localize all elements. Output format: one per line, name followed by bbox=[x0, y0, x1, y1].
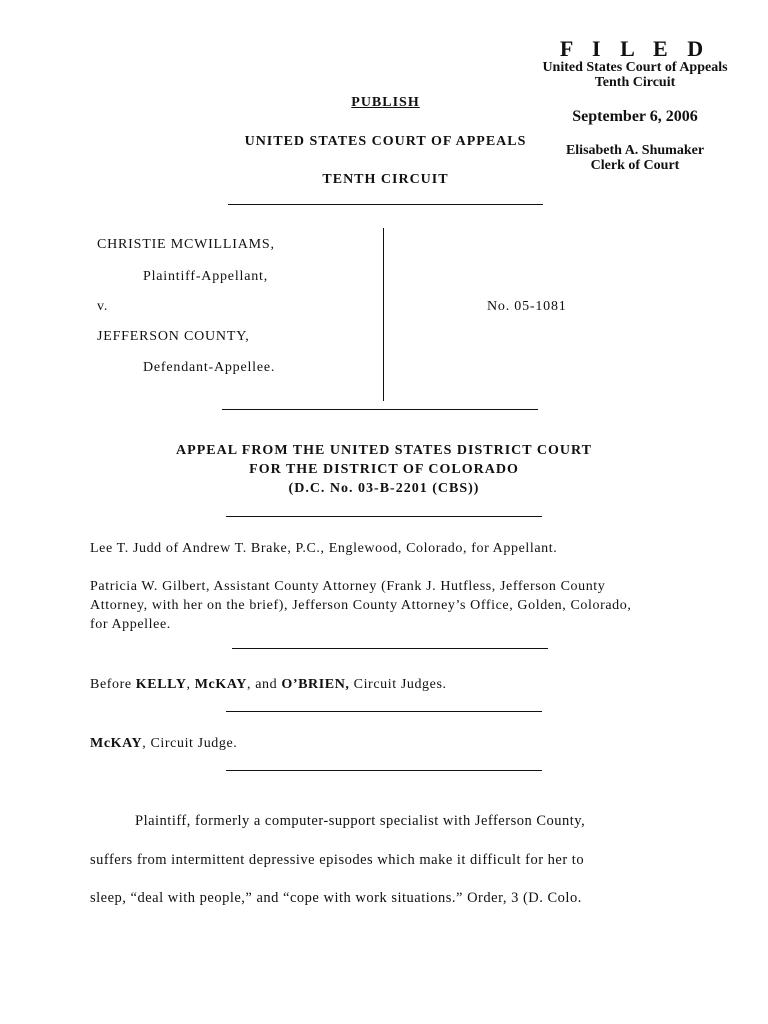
court-name: UNITED STATES COURT OF APPEALS bbox=[244, 134, 527, 149]
publish-label: PUBLISH bbox=[351, 95, 420, 110]
filed-date: September 6, 2006 bbox=[572, 108, 698, 125]
plaintiff-name: CHRISTIE MCWILLIAMS, bbox=[97, 237, 275, 252]
author-line bbox=[90, 734, 670, 753]
appeal-rule bbox=[226, 516, 542, 517]
author-rule bbox=[226, 770, 542, 771]
appeal-heading bbox=[120, 441, 648, 498]
filed-heading: F I L E D bbox=[559, 36, 711, 61]
appellee-counsel: Patricia W. Gilbert, Assistant County Attorney (Frank J. Hutfless, Jefferson County Attorney, with her on the brief), Jefferson County Attorney’s Office, Golden, Colorado, for Appellee. bbox=[90, 579, 632, 632]
defendant-role: Defendant-Appellee. bbox=[143, 360, 276, 375]
plaintiff-role: Plaintiff-Appellant, bbox=[143, 269, 268, 284]
panel-rule bbox=[226, 711, 542, 712]
opinion-line-1: Plaintiff, formerly a computer-support specialist with Jefferson County, bbox=[135, 813, 586, 829]
case-number: No. 05-1081 bbox=[487, 299, 567, 314]
appeal-line-3: (D.C. No. 03-B-2201 (CBS)) bbox=[288, 481, 480, 496]
panel-sep-2: , and bbox=[247, 677, 282, 692]
panel-before: Before bbox=[90, 677, 136, 692]
circuit-name: TENTH CIRCUIT bbox=[322, 172, 449, 187]
caption-divider bbox=[383, 228, 384, 401]
appellant-counsel: Lee T. Judd of Andrew T. Brake, P.C., Englewood, Colorado, for Appellant. bbox=[90, 541, 558, 556]
opinion-line-2: suffers from intermittent depressive episodes which make it difficult for her to bbox=[90, 851, 585, 868]
panel-suffix: Circuit Judges. bbox=[349, 677, 447, 692]
counsel-rule bbox=[232, 648, 548, 649]
header-rule bbox=[228, 204, 543, 205]
opinion-body bbox=[90, 802, 680, 918]
filed-court: United States Court of Appeals bbox=[542, 60, 728, 75]
judge-kelly: KELLY bbox=[135, 677, 187, 692]
versus-label: v. bbox=[97, 299, 109, 314]
appeal-line-2: FOR THE DISTRICT OF COLORADO bbox=[249, 462, 519, 477]
judge-obrien: O’BRIEN, bbox=[281, 677, 350, 692]
panel-line bbox=[90, 675, 670, 694]
opinion-line-3: sleep, “deal with people,” and “cope with work situations.” Order, 3 (D. Colo. bbox=[90, 890, 582, 906]
appeal-line-1: APPEAL FROM THE UNITED STATES DISTRICT COURT bbox=[176, 443, 592, 458]
author-title: , Circuit Judge. bbox=[142, 736, 238, 751]
judge-mckay: McKAY bbox=[194, 677, 247, 692]
author-name: McKAY bbox=[90, 736, 143, 751]
clerk-name: Elisabeth A. Shumaker bbox=[565, 143, 705, 158]
filed-circuit: Tenth Circuit bbox=[594, 75, 676, 90]
clerk-title: Clerk of Court bbox=[590, 158, 680, 173]
filed-stamp bbox=[520, 38, 750, 173]
defendant-name: JEFFERSON COUNTY, bbox=[97, 329, 250, 344]
panel-sep-1: , bbox=[186, 677, 195, 692]
caption-rule bbox=[222, 409, 538, 410]
